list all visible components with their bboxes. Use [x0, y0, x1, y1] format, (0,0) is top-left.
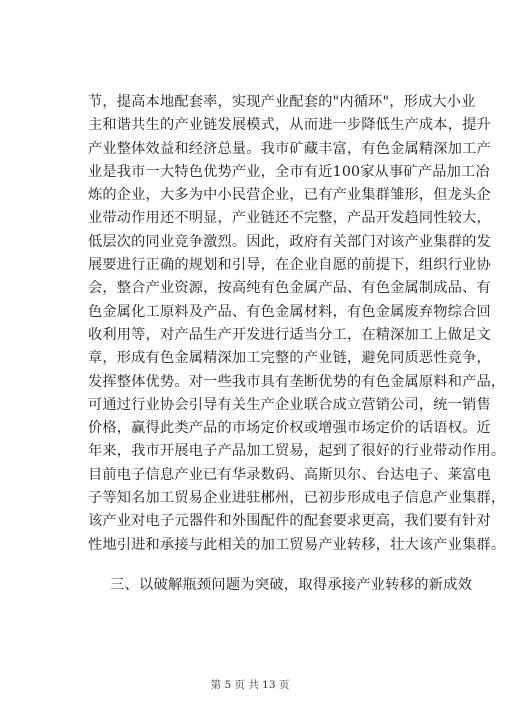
paragraph-line: 业带动作用还不明显，产业链还不完整，产品开发趋同性较大，: [88, 210, 491, 227]
paragraph-line: 色金属化工原料及产品、有色金属材料，有色金属废弃物综合回: [88, 303, 491, 320]
paragraph-line: 子等知名加工贸易企业进驻郴州，已初步形成电子信息产业集群，: [88, 490, 505, 507]
paragraph-line: 可通过行业协会引导有关生产企业联合成立营销公司，统一销售: [88, 396, 491, 413]
paragraph-line: 性地引进和承接与此相关的加工贸易产业转移，壮大该产业集群。: [88, 536, 505, 553]
paragraph-line: 业是我市一大特色优势产业，全市有近100家从事矿产品加工冶: [88, 163, 490, 180]
paragraph-line: 低层次的同业竞争激烈。因此，政府有关部门对该产业集群的发: [88, 233, 491, 250]
paragraph-line: 展要进行正确的规划和引导，在企业自愿的前提下，组织行业协: [88, 257, 491, 274]
paragraph: [88, 91, 505, 557]
paragraph-line: 价格，赢得此类产品的市场定价权或增强市场定价的话语权。近: [88, 420, 491, 437]
paragraph-line: 该产业对电子元器件和外围配件的配套要求更高，我们要有针对: [88, 513, 491, 530]
paragraph-line: 目前电子信息产业已有华录数码、高斯贝尔、台达电子、莱富电: [88, 466, 491, 483]
paragraph-line: 节，提高本地配套率，实现产业配套的"内循环"，形成大小业: [88, 94, 476, 110]
paragraph-line: 章，形成有色金属精深加工完整的产业链，避免同质恶性竞争，: [88, 350, 491, 367]
paragraph-line: 会，整合产业资源，按高纯有色金属产品、有色金属制成品、有: [88, 280, 491, 297]
paragraph-line: 产业整体效益和经济总量。我市矿藏丰富，有色金属精深加工产: [88, 140, 491, 157]
section-heading: 三、以破解瓶颈问题为突破，取得承接产业转移的新成效: [110, 577, 473, 593]
paragraph-line: 发挥整体优势。对一些我市具有垄断优势的有色金属原料和产品，: [88, 373, 505, 390]
paragraph-line: 年来，我市开展电子产品加工贸易，起到了很好的行业带动作用。: [88, 443, 505, 460]
page-footer: 第 5 页 共 13 页: [210, 679, 290, 691]
paragraph-line: 炼的企业，大多为中小民营企业，已有产业集群雏形，但龙头企: [88, 187, 491, 204]
paragraph-line: 收利用等，对产品生产开发进行适当分工，在精深加工上做足文: [88, 326, 491, 343]
paragraph-line: 主和谐共生的产业链发展模式，从而进一步降低生产成本，提升: [88, 117, 491, 134]
